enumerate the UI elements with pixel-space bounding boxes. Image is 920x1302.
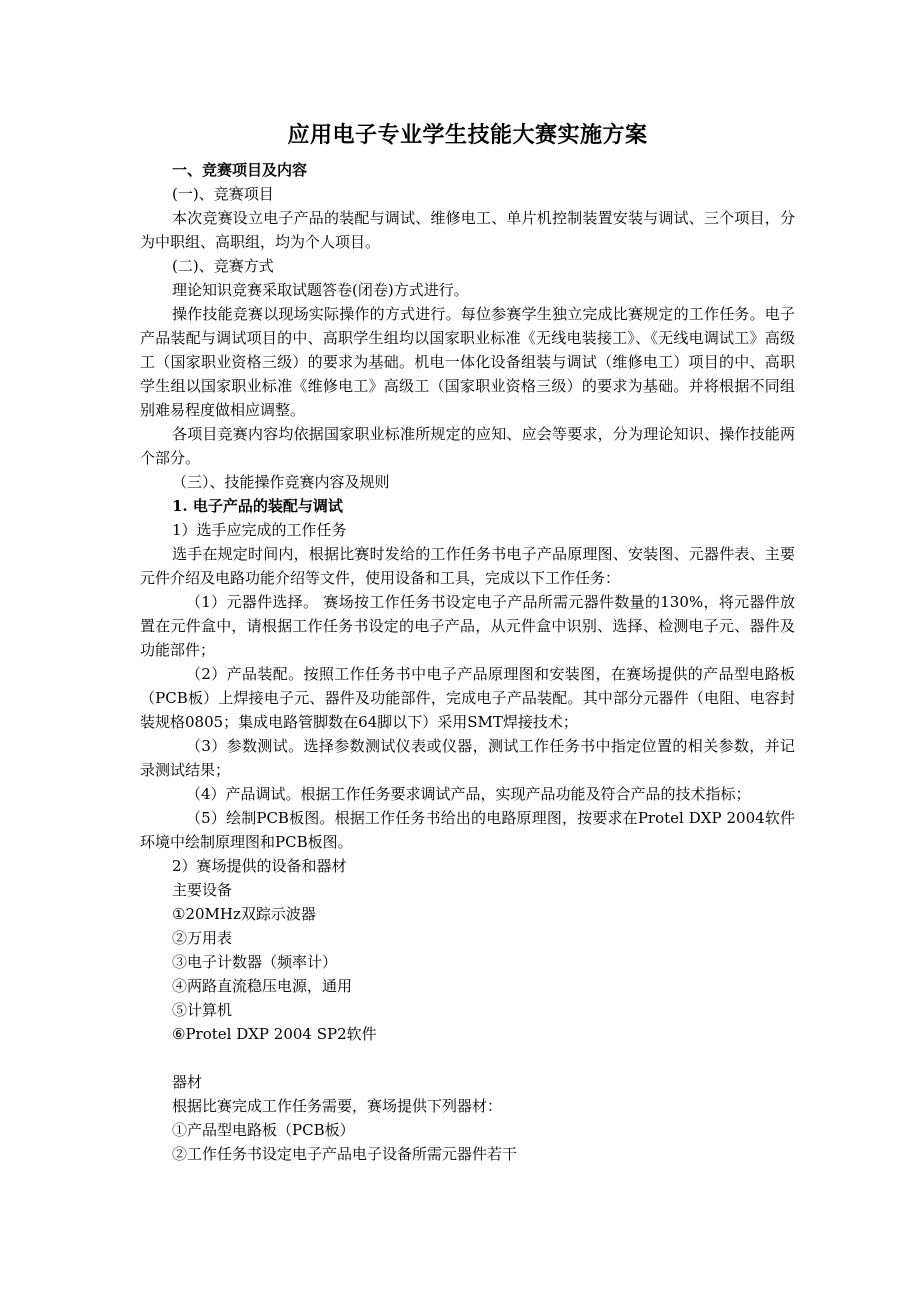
task-item: （3）参数测试。选择参数测试仪表或仪器，测试工作任务书中指定位置的相关参数，并记录测试结果； [140,737,795,779]
paragraph: 理论知识竞赛采取试题答卷(闭卷)方式进行。 [172,281,469,299]
paragraph: 本次竞赛设立电子产品的装配与调试、维修电工、单片机控制装置安装与调试、三个项目，分为中职组、高职组，均为个人项目。 [140,209,795,251]
list-heading: 主要设备 [172,881,233,899]
list-item: ④两路直流稳压电源，通用 [172,977,353,995]
document-page [140,118,795,1166]
list-item: ⑤计算机 [172,1001,233,1019]
list-heading: 器材 [172,1073,203,1091]
list-item: ②万用表 [172,929,233,947]
list-item: ②工作任务书设定电子产品电子设备所需元器件若干 [172,1145,518,1163]
list-item: ⑥Protel DXP 2004 SP2软件 [172,1025,377,1043]
item-heading: 1. 电子产品的装配与调试 [172,497,343,515]
list-item: ③电子计数器（频率计） [172,953,338,971]
list-item: ①产品型电路板（PCB板） [172,1121,355,1139]
section-heading: 一、竞赛项目及内容 [172,161,308,179]
task-item: （4）产品调试。根据工作任务要求调试产品，实现产品功能及符合产品的技术指标； [186,785,751,803]
paragraph: 选手在规定时间内，根据比赛时发给的工作任务书电子产品原理图、安装图、元器件表、主要元件介绍及电路功能介绍等文件，使用设备和工具，完成以下工作任务： [140,545,795,587]
list-item: ①20MHz双踪示波器 [172,905,316,923]
task-item: （2）产品装配。按照工作任务书中电子产品原理图和安装图，在赛场提供的产品型电路板（PCB板）上焊接电子元、器件及功能部件，完成电子产品装配。其中部分元器件（电阻、电容封装规格0805；集成电路管脚数在64脚以下）采用SMT焊接技术； [140,665,795,731]
paragraph: 根据比赛完成工作任务需要，赛场提供下列器材： [172,1097,503,1115]
paragraph: 各项目竞赛内容均依据国家职业标准所规定的应知、应会等要求，分为理论知识、操作技能两个部分。 [140,425,795,467]
subitem-heading: 2）赛场提供的设备和器材 [172,857,347,875]
subsection-heading: （三）、技能操作竞赛内容及规则 [172,473,390,491]
task-item: （1）元器件选择。 赛场按工作任务书设定电子产品所需元器件数量的130%，将元器件放置在元件盒中，请根据工作任务书设定的电子产品，从元件盒中识别、选择、检测电子元、器件及功能部件； [140,593,795,659]
task-item: （5）绘制PCB板图。根据工作任务书给出的电路原理图，按要求在Protel DXP 2004软件环境中绘制原理图和PCB板图。 [140,809,795,851]
paragraph: 操作技能竞赛以现场实际操作的方式进行。每位参赛学生独立完成比赛规定的工作任务。电子产品装配与调试项目的中、高职学生组均以国家职业标准《无线电装接工》、《无线电调试工》高级工（国家职业资格三级）的要求为基础。机电一体化设备组装与调试（维修电工）项目的中、高职学生组以国家职业标准《维修电工》高级工（国家职业资格三级）的要求为基础。并将根据不同组别难易程度做相应调整。 [140,305,795,419]
document-title: 应用电子专业学生技能大赛实施方案 [287,122,648,148]
subsection-heading: (一)、竞赛项目 [172,185,274,203]
blank-line [140,1046,795,1070]
subsection-heading: (二)、竞赛方式 [172,257,274,275]
subitem-heading: 1）选手应完成的工作任务 [172,521,347,539]
